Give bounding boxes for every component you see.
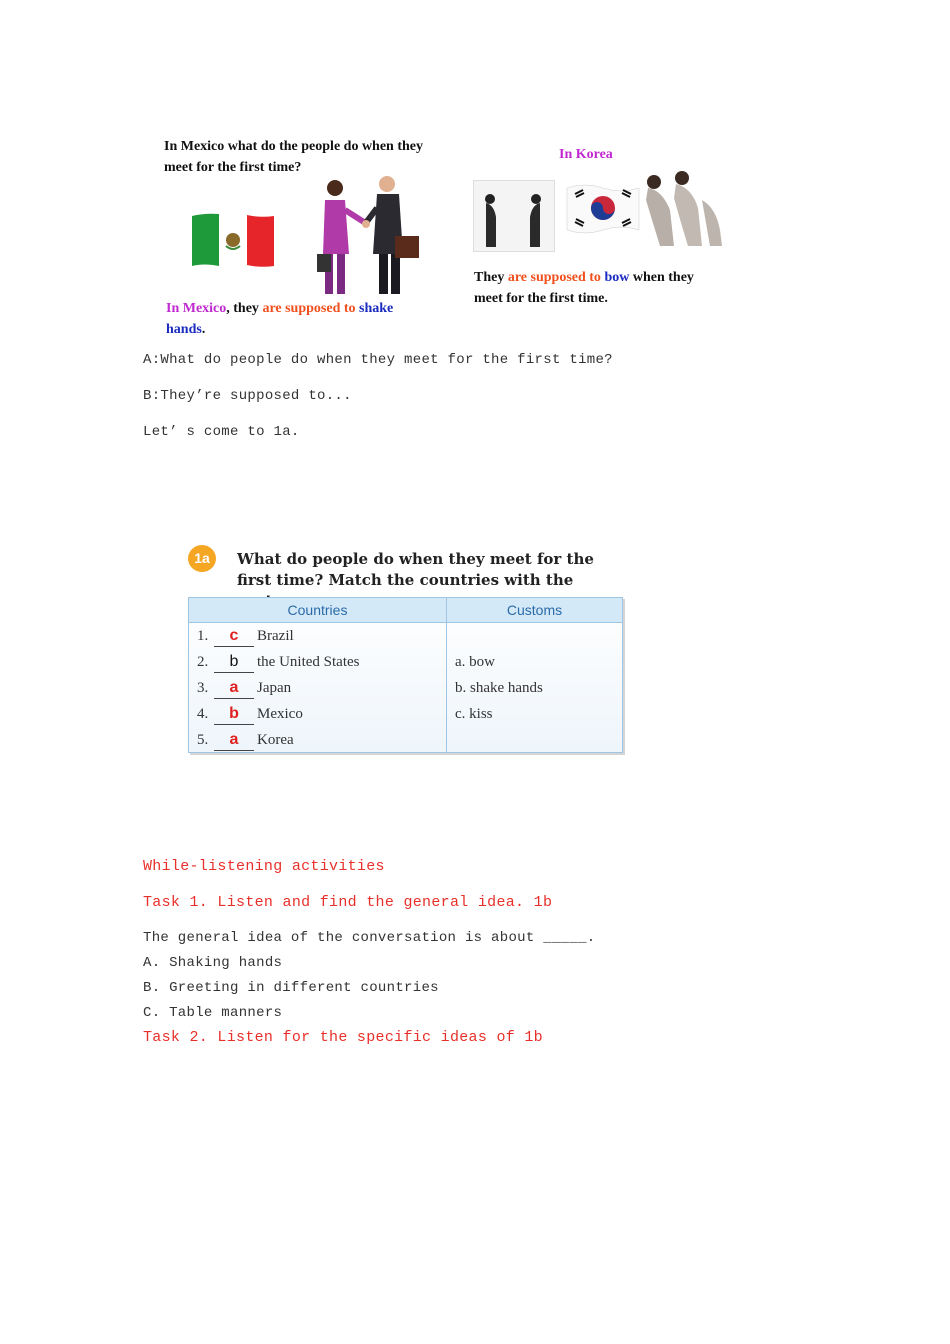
table-row	[197, 650, 442, 676]
korea-flag-image	[565, 182, 641, 234]
bowing-women-photo	[640, 170, 724, 248]
country-name: Mexico	[257, 706, 303, 722]
country-name: Japan	[257, 680, 292, 696]
custom-item: b. shake hands	[455, 680, 543, 696]
korea-title: In Korea	[559, 147, 613, 162]
option-b[interactable]: B. Greeting in different countries	[143, 980, 439, 996]
table-row	[197, 676, 442, 702]
task1-heading: Task 1. Listen and find the general idea. 1b	[143, 894, 553, 911]
answer-blank[interactable]: c	[214, 626, 254, 647]
task2-heading: Task 2. Listen for the specific ideas of 1b	[143, 1029, 543, 1046]
dialogue-line-a: A:What do people do when they meet for the first time?	[143, 352, 613, 368]
answer-phrase: are supposed to	[507, 270, 601, 285]
country-name: the United States	[257, 654, 360, 670]
mexico-flag-image	[190, 210, 276, 270]
answer-blank[interactable]: b	[214, 652, 254, 673]
answer-blank[interactable]: a	[214, 678, 254, 699]
activity-badge: 1a	[188, 545, 216, 572]
table-row	[197, 624, 442, 650]
row-number: 1.	[197, 628, 209, 644]
answer-end: .	[201, 322, 206, 337]
row-number: 4.	[197, 706, 209, 722]
answer-blank[interactable]: b	[214, 704, 254, 725]
row-number: 2.	[197, 654, 209, 670]
answer-lead: They	[474, 270, 508, 285]
general-idea-question: The general idea of the conversation is about _____.	[143, 930, 596, 946]
while-listening-heading: While-listening activities	[143, 858, 385, 875]
country-name: Korea	[257, 732, 294, 748]
matching-table	[188, 597, 623, 753]
table-row	[197, 728, 442, 754]
mexico-answer	[166, 298, 426, 340]
answer-action: bow	[604, 270, 630, 285]
header-customs: Customs	[506, 602, 563, 618]
row-number: 3.	[197, 680, 209, 696]
custom-item: c. kiss	[455, 706, 493, 722]
dialogue-line-c: Let’ s come to 1a.	[143, 424, 300, 440]
answer-tail: when they meet for the first time.	[474, 270, 694, 306]
option-c[interactable]: C. Table manners	[143, 1005, 283, 1021]
option-a[interactable]: A. Shaking hands	[143, 955, 283, 971]
handshake-illustration	[315, 174, 423, 298]
custom-item: a. bow	[455, 654, 495, 670]
korea-answer	[474, 267, 724, 309]
activity-title: What do people do when they meet for the first time? Match the countries with the	[237, 550, 594, 589]
answer-comma: , they	[226, 301, 263, 316]
dialogue-line-b: B:They’re supposed to...	[143, 388, 352, 404]
country-name: Brazil	[257, 628, 294, 644]
answer-place: In Mexico	[166, 301, 227, 316]
row-number: 5.	[197, 732, 209, 748]
answer-blank[interactable]: a	[214, 730, 254, 751]
header-countries: Countries	[287, 602, 348, 618]
answer-action: shake hands	[166, 301, 394, 337]
table-header	[189, 598, 622, 623]
answer-phrase: are supposed to	[262, 301, 356, 316]
mexico-question: In Mexico what do the people do when they meet for the first time?	[164, 139, 424, 175]
bowing-men-photo	[473, 180, 555, 252]
column-divider	[446, 598, 447, 752]
table-row	[197, 702, 442, 728]
